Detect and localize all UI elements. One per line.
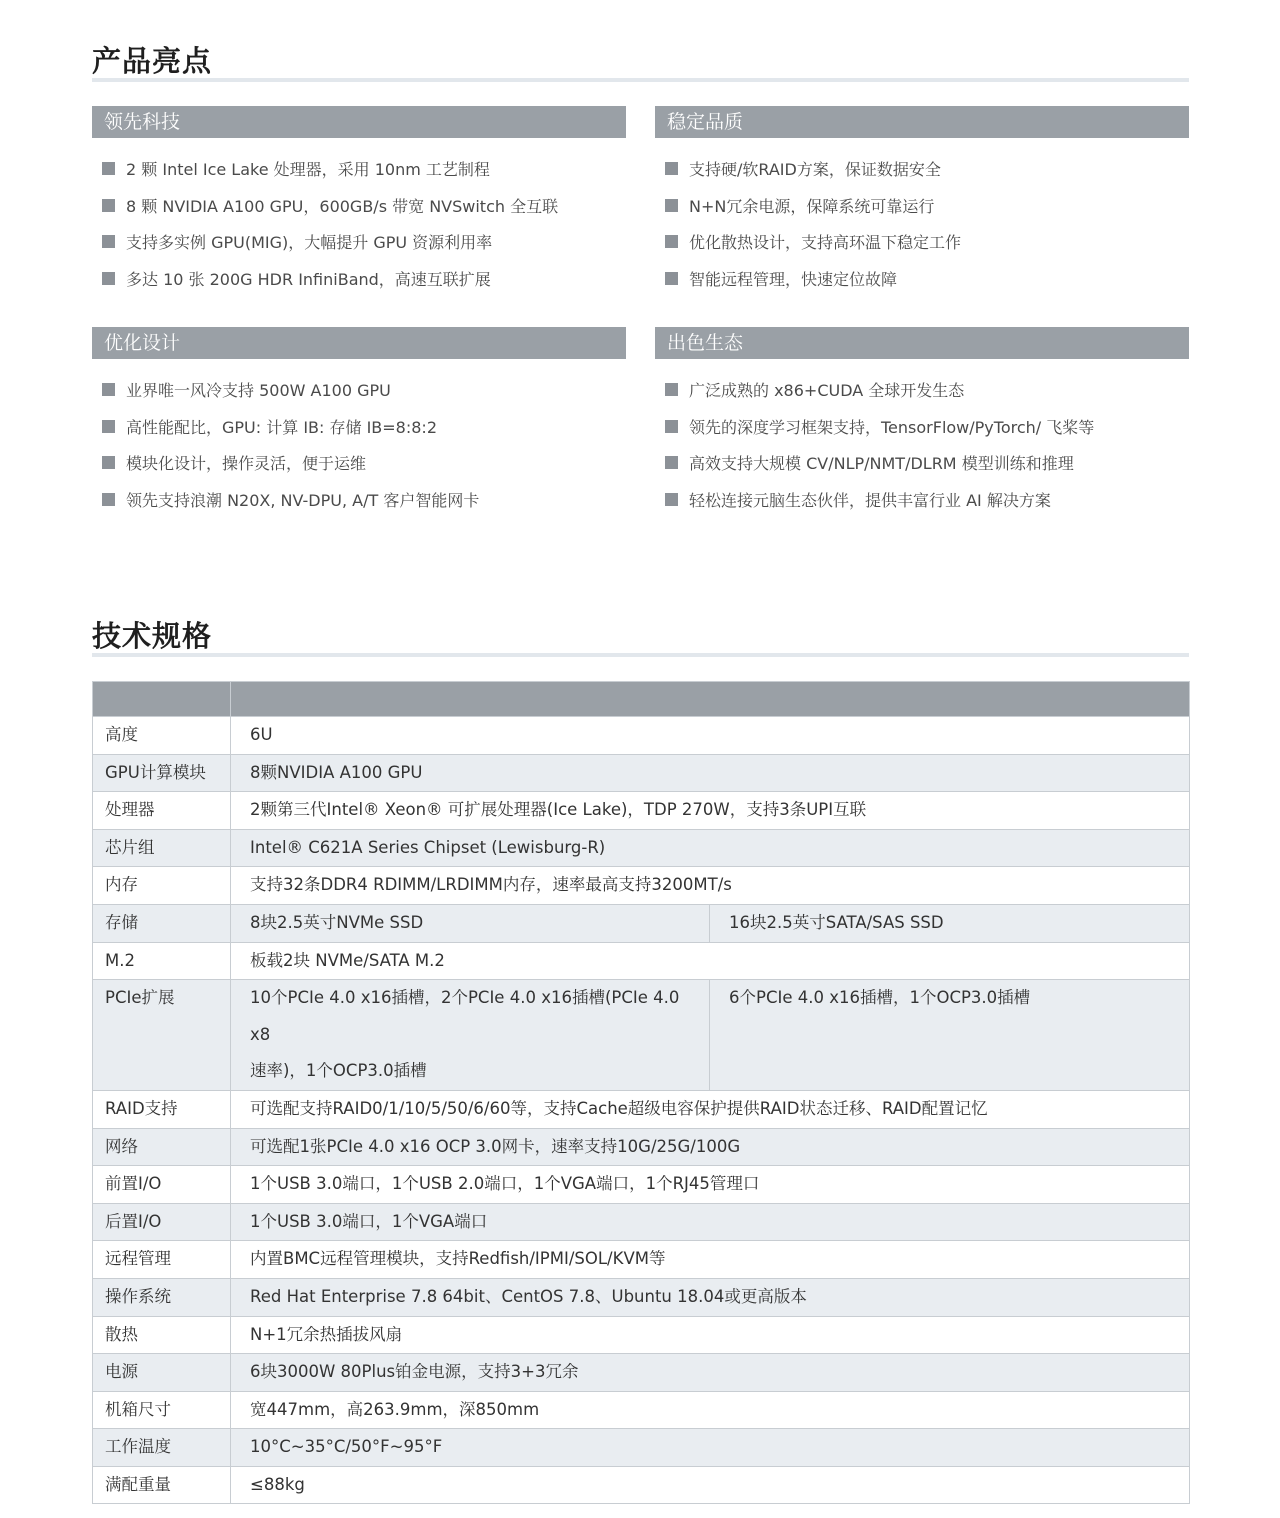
row-label: 散热 [93, 1316, 231, 1354]
table-row [93, 717, 1190, 755]
row-value-line: 速率)，1个OCP3.0插槽 [250, 1061, 427, 1081]
row-label: M.2 [93, 942, 231, 980]
table-row [93, 942, 1190, 980]
list-item-text: 多达 10 张 200G HDR InfiniBand，高速互联扩展 [126, 269, 491, 289]
row-label: 芯片组 [93, 829, 231, 867]
table-row [93, 1466, 1190, 1504]
table-row [93, 829, 1190, 867]
row-value: 2颗第三代Intel® Xeon® 可扩展处理器(Ice Lake)，TDP 270W，支持3条UPI互联 [231, 792, 1190, 830]
list-item [655, 260, 1189, 297]
row-label: 内存 [93, 867, 231, 905]
list-item-text: 支持硬/软RAID方案，保证数据安全 [689, 159, 941, 179]
row-value: 8块2.5英寸NVMe SSD [231, 904, 710, 942]
square-bullet-icon [665, 235, 678, 248]
row-label: 工作温度 [93, 1429, 231, 1467]
row-value: 1个USB 3.0端口，1个USB 2.0端口，1个VGA端口，1个RJ45管理口 [231, 1166, 1190, 1204]
table-header-cell [231, 682, 1190, 717]
card-header: 领先科技 [92, 106, 626, 138]
square-bullet-icon [102, 456, 115, 469]
spec-table [92, 681, 1190, 1504]
card-ecosystem [655, 327, 1189, 518]
list-item [655, 444, 1189, 481]
row-value: 支持32条DDR4 RDIMM/LRDIMM内存，速率最高支持3200MT/s [231, 867, 1190, 905]
list-item [92, 150, 626, 187]
list-item [655, 371, 1189, 408]
card-optimized-design [92, 327, 626, 518]
list-item [655, 150, 1189, 187]
square-bullet-icon [665, 456, 678, 469]
row-label: 电源 [93, 1354, 231, 1392]
list-item [655, 187, 1189, 224]
list-item-text: 高效支持大规模 CV/NLP/NMT/DLRM 模型训练和推理 [689, 454, 1074, 474]
row-label: 操作系统 [93, 1278, 231, 1316]
table-row [93, 980, 1190, 1091]
row-value: 6U [231, 717, 1190, 755]
row-label: 高度 [93, 717, 231, 755]
card-header: 优化设计 [92, 327, 626, 359]
list-item [92, 260, 626, 297]
list-item-text: 轻松连接元脑生态伙伴，提供丰富行业 AI 解决方案 [689, 490, 1051, 510]
card-list [655, 359, 1189, 518]
list-item-text: N+N冗余电源，保障系统可靠运行 [689, 196, 935, 216]
card-header: 稳定品质 [655, 106, 1189, 138]
list-item-text: 2 颗 Intel Ice Lake 处理器，采用 10nm 工艺制程 [126, 159, 490, 179]
row-value: 16块2.5英寸SATA/SAS SSD [710, 904, 1190, 942]
row-label: RAID支持 [93, 1090, 231, 1128]
row-value: N+1冗余热插拔风扇 [231, 1316, 1190, 1354]
row-value: 内置BMC远程管理模块，支持Redfish/IPMI/SOL/KVM等 [231, 1241, 1190, 1279]
square-bullet-icon [102, 199, 115, 212]
card-stable-quality [655, 106, 1189, 297]
row-value: 1个USB 3.0端口，1个VGA端口 [231, 1203, 1190, 1241]
row-value: 可选配1张PCIe 4.0 x16 OCP 3.0网卡，速率支持10G/25G/100G [231, 1128, 1190, 1166]
row-value: 板载2块 NVMe/SATA M.2 [231, 942, 1190, 980]
row-value: Intel® C621A Series Chipset (Lewisburg-R) [231, 829, 1190, 867]
list-item-text: 模块化设计，操作灵活，便于运维 [126, 454, 367, 474]
row-value [231, 980, 710, 1091]
square-bullet-icon [102, 162, 115, 175]
list-item-text: 广泛成熟的 x86+CUDA 全球开发生态 [689, 380, 965, 400]
square-bullet-icon [665, 199, 678, 212]
list-item-text: 优化散热设计，支持高环温下稳定工作 [689, 233, 962, 253]
row-label: GPU计算模块 [93, 754, 231, 792]
row-label: 机箱尺寸 [93, 1391, 231, 1429]
table-row [93, 1354, 1190, 1392]
table-row [93, 1128, 1190, 1166]
row-value: 6块3000W 80Plus铂金电源，支持3+3冗余 [231, 1354, 1190, 1392]
card-list [92, 138, 626, 297]
table-row [93, 867, 1190, 905]
list-item [92, 408, 626, 445]
table-row [93, 1241, 1190, 1279]
square-bullet-icon [102, 383, 115, 396]
card-list [92, 359, 626, 518]
table-row [93, 1166, 1190, 1204]
list-item [655, 223, 1189, 260]
card-leading-tech [92, 106, 626, 297]
row-value: 可选配支持RAID0/1/10/5/50/6/60等，支持Cache超级电容保护提供RAID状态迁移、RAID配置记忆 [231, 1090, 1190, 1128]
table-row [93, 754, 1190, 792]
card-header: 出色生态 [655, 327, 1189, 359]
highlights-title-text: 产品亮点 [92, 44, 213, 78]
square-bullet-icon [665, 272, 678, 285]
row-value: 6个PCIe 4.0 x16插槽，1个OCP3.0插槽 [710, 980, 1190, 1091]
square-bullet-icon [102, 235, 115, 248]
list-item-text: 8 颗 NVIDIA A100 GPU，600GB/s 带宽 NVSwitch 全互联 [126, 196, 559, 216]
square-bullet-icon [102, 493, 115, 506]
table-row [93, 1429, 1190, 1467]
row-value-line: 10个PCIe 4.0 x16插槽，2个PCIe 4.0 x16插槽(PCIe 4.0 x8 [250, 988, 680, 1044]
square-bullet-icon [665, 383, 678, 396]
row-value: 宽447mm，高263.9mm，深850mm [231, 1391, 1190, 1429]
list-item [92, 187, 626, 224]
list-item [655, 481, 1189, 518]
table-row [93, 904, 1190, 942]
list-item-text: 业界唯一风冷支持 500W A100 GPU [126, 380, 391, 400]
list-item [655, 408, 1189, 445]
specs-section-title [92, 621, 1189, 657]
row-label: 网络 [93, 1128, 231, 1166]
table-row [93, 1090, 1190, 1128]
list-item-text: 支持多实例 GPU(MIG)，大幅提升 GPU 资源利用率 [126, 233, 493, 253]
square-bullet-icon [665, 162, 678, 175]
square-bullet-icon [665, 493, 678, 506]
table-row [93, 1316, 1190, 1354]
table-row [93, 792, 1190, 830]
row-label: 存储 [93, 904, 231, 942]
list-item [92, 371, 626, 408]
row-label: 处理器 [93, 792, 231, 830]
row-value: ≤88kg [231, 1466, 1190, 1504]
list-item-text: 智能远程管理，快速定位故障 [689, 269, 898, 289]
square-bullet-icon [102, 420, 115, 433]
square-bullet-icon [665, 420, 678, 433]
row-label: 远程管理 [93, 1241, 231, 1279]
row-value: 8颗NVIDIA A100 GPU [231, 754, 1190, 792]
row-label: 前置I/O [93, 1166, 231, 1204]
card-list [655, 138, 1189, 297]
table-row [93, 1278, 1190, 1316]
list-item-text: 领先的深度学习框架支持，TensorFlow/PyTorch/ 飞桨等 [689, 417, 1095, 437]
list-item [92, 444, 626, 481]
table-row [93, 1391, 1190, 1429]
row-label: 后置I/O [93, 1203, 231, 1241]
specs-title-text: 技术规格 [92, 619, 213, 653]
row-value: 10°C~35°C/50°F~95°F [231, 1429, 1190, 1467]
row-label: PCIe扩展 [93, 980, 231, 1091]
list-item [92, 481, 626, 518]
table-header-cell [93, 682, 231, 717]
table-header-row [93, 682, 1190, 717]
square-bullet-icon [102, 272, 115, 285]
highlights-section-title [92, 46, 1189, 82]
table-row [93, 1203, 1190, 1241]
list-item [92, 223, 626, 260]
row-value: Red Hat Enterprise 7.8 64bit、CentOS 7.8、Ubuntu 18.04或更高版本 [231, 1278, 1190, 1316]
row-label: 满配重量 [93, 1466, 231, 1504]
list-item-text: 领先支持浪潮 N20X, NV-DPU, A/T 客户智能网卡 [126, 490, 480, 510]
list-item-text: 高性能配比，GPU: 计算 IB: 存储 IB=8:8:2 [126, 417, 438, 437]
